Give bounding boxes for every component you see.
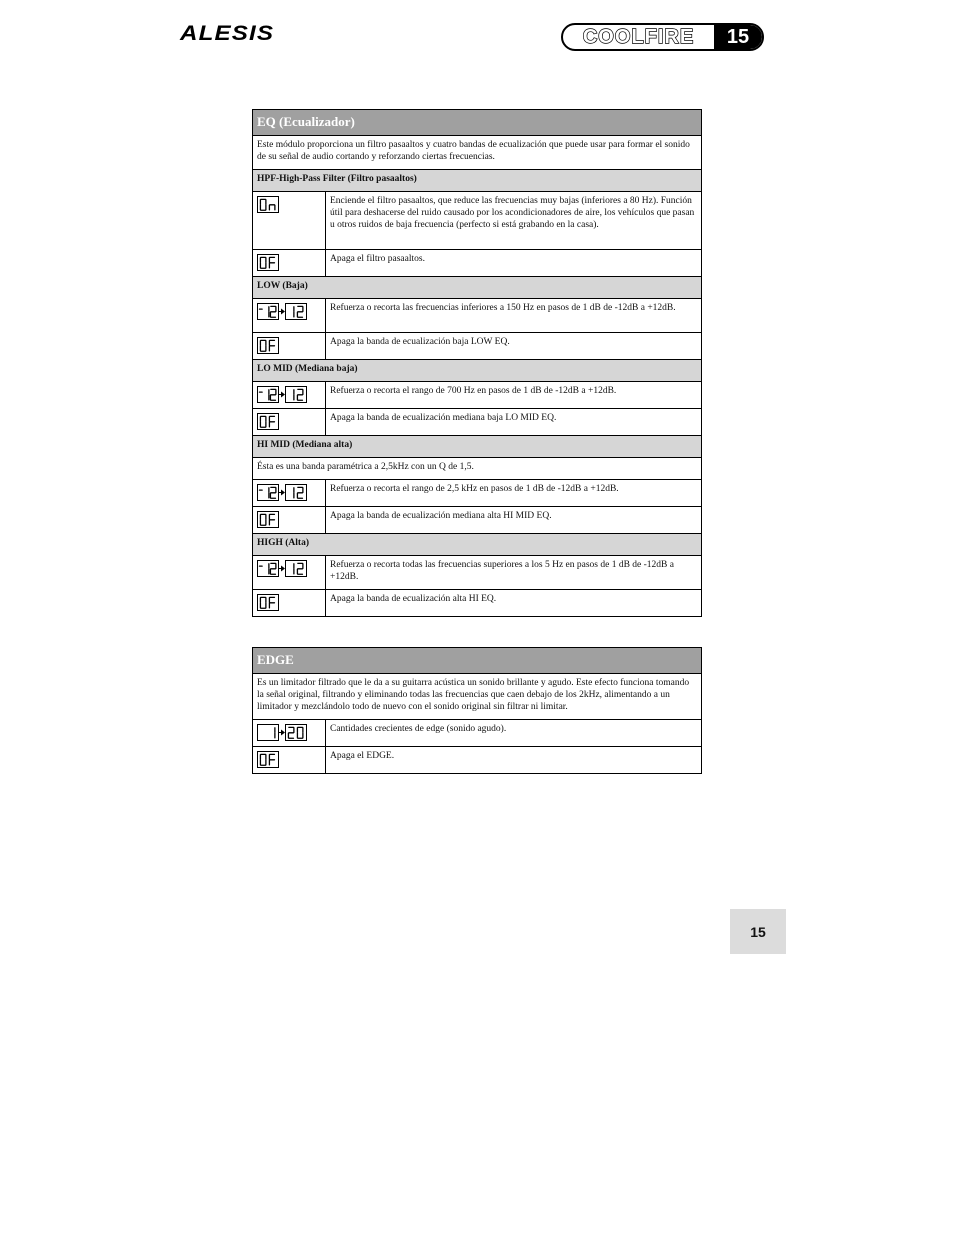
lcd-off-icon <box>257 594 279 611</box>
page-number: 15 <box>730 909 786 954</box>
low-off-desc: Apaga la banda de ecualización baja LOW EQ. <box>326 333 702 360</box>
lcd-off-icon <box>257 413 279 430</box>
himid-header: HI MID (Mediana alta) <box>253 436 702 458</box>
himid-note: Ésta es una banda paramétrica a 2,5kHz con un Q de 1,5. <box>253 458 702 480</box>
eq-table <box>252 109 702 617</box>
lomid-range-desc: Refuerza o recorta el rango de 700 Hz en pasos de 1 dB de -12dB a +12dB. <box>326 382 702 409</box>
alesis-logo: ALESIS <box>180 22 275 45</box>
lcd-off-icon <box>257 751 279 768</box>
lomid-off-desc: Apaga la banda de ecualización mediana baja LO MID EQ. <box>326 409 702 436</box>
lcd-on-icon <box>257 196 279 213</box>
himid-range-desc: Refuerza o recorta el rango de 2,5 kHz en pasos de 1 dB de -12dB a +12dB. <box>326 480 702 507</box>
lcd-range-minus12-to-12-icon <box>257 386 307 403</box>
high-header: HIGH (Alta) <box>253 534 702 556</box>
coolfire-logo-number: 15 <box>714 25 762 49</box>
lcd-range-minus12-to-12-icon <box>257 484 307 501</box>
high-range-desc: Refuerza o recorta todas las frecuencias superiores a los 5 Hz en pasos de 1 dB de -12dB a +12dB. <box>326 556 702 590</box>
lcd-off-icon <box>257 254 279 271</box>
low-range-desc: Refuerza o recorta las frecuencias inferiores a 150 Hz en pasos de 1 dB de -12dB a +12dB. <box>326 299 702 333</box>
eq-title: EQ (Ecualizador) <box>253 110 702 136</box>
lcd-range-minus12-to-12-icon <box>257 560 307 577</box>
lomid-header: LO MID (Mediana baja) <box>253 360 702 382</box>
edge-intro: Es un limitador filtrado que le da a su guitarra acústica un sonido brillante y agudo. Este efecto funciona tomando la señal original, filtrando y eliminando todas las frecuencias que caen debajo de los 2kHz, alimentando a un limitador y mezclándolo todo de nuevo con el sonido original sin filtrar ni limitar. <box>253 674 702 720</box>
high-off-desc: Apaga la banda de ecualización alta HI EQ. <box>326 590 702 617</box>
hpf-off-desc: Apaga el filtro pasaaltos. <box>326 250 702 277</box>
lcd-range-1-to-20-icon <box>257 724 307 741</box>
edge-range-desc: Cantidades crecientes de edge (sonido agudo). <box>326 720 702 747</box>
edge-table <box>252 647 702 774</box>
lcd-range-minus12-to-12-icon <box>257 303 307 320</box>
hpf-on-desc: Enciende el filtro pasaaltos, que reduce las frecuencias muy bajas (inferiores a 80 Hz). Función útil para deshacerse del ruido causado por los acondicionadores de aire, los vehículos que pasan u otros ruidos de baja frecuencia (perfecto si está grabando en la casa). <box>326 192 702 250</box>
lcd-off-icon <box>257 337 279 354</box>
low-header: LOW (Baja) <box>253 277 702 299</box>
himid-off-desc: Apaga la banda de ecualización mediana alta HI MID EQ. <box>326 507 702 534</box>
hpf-header: HPF-High-Pass Filter (Filtro pasaaltos) <box>253 170 702 192</box>
edge-title: EDGE <box>253 648 702 674</box>
eq-intro: Este módulo proporciona un filtro pasaaltos y cuatro bandas de ecualización que puede usar para formar el sonido de su señal de audio cortando y reforzando ciertas frecuencias. <box>253 136 702 170</box>
coolfire-logo-word: COOLFIRE <box>582 25 695 48</box>
edge-off-desc: Apaga el EDGE. <box>326 747 702 774</box>
coolfire-logo <box>561 23 764 51</box>
lcd-off-icon <box>257 511 279 528</box>
